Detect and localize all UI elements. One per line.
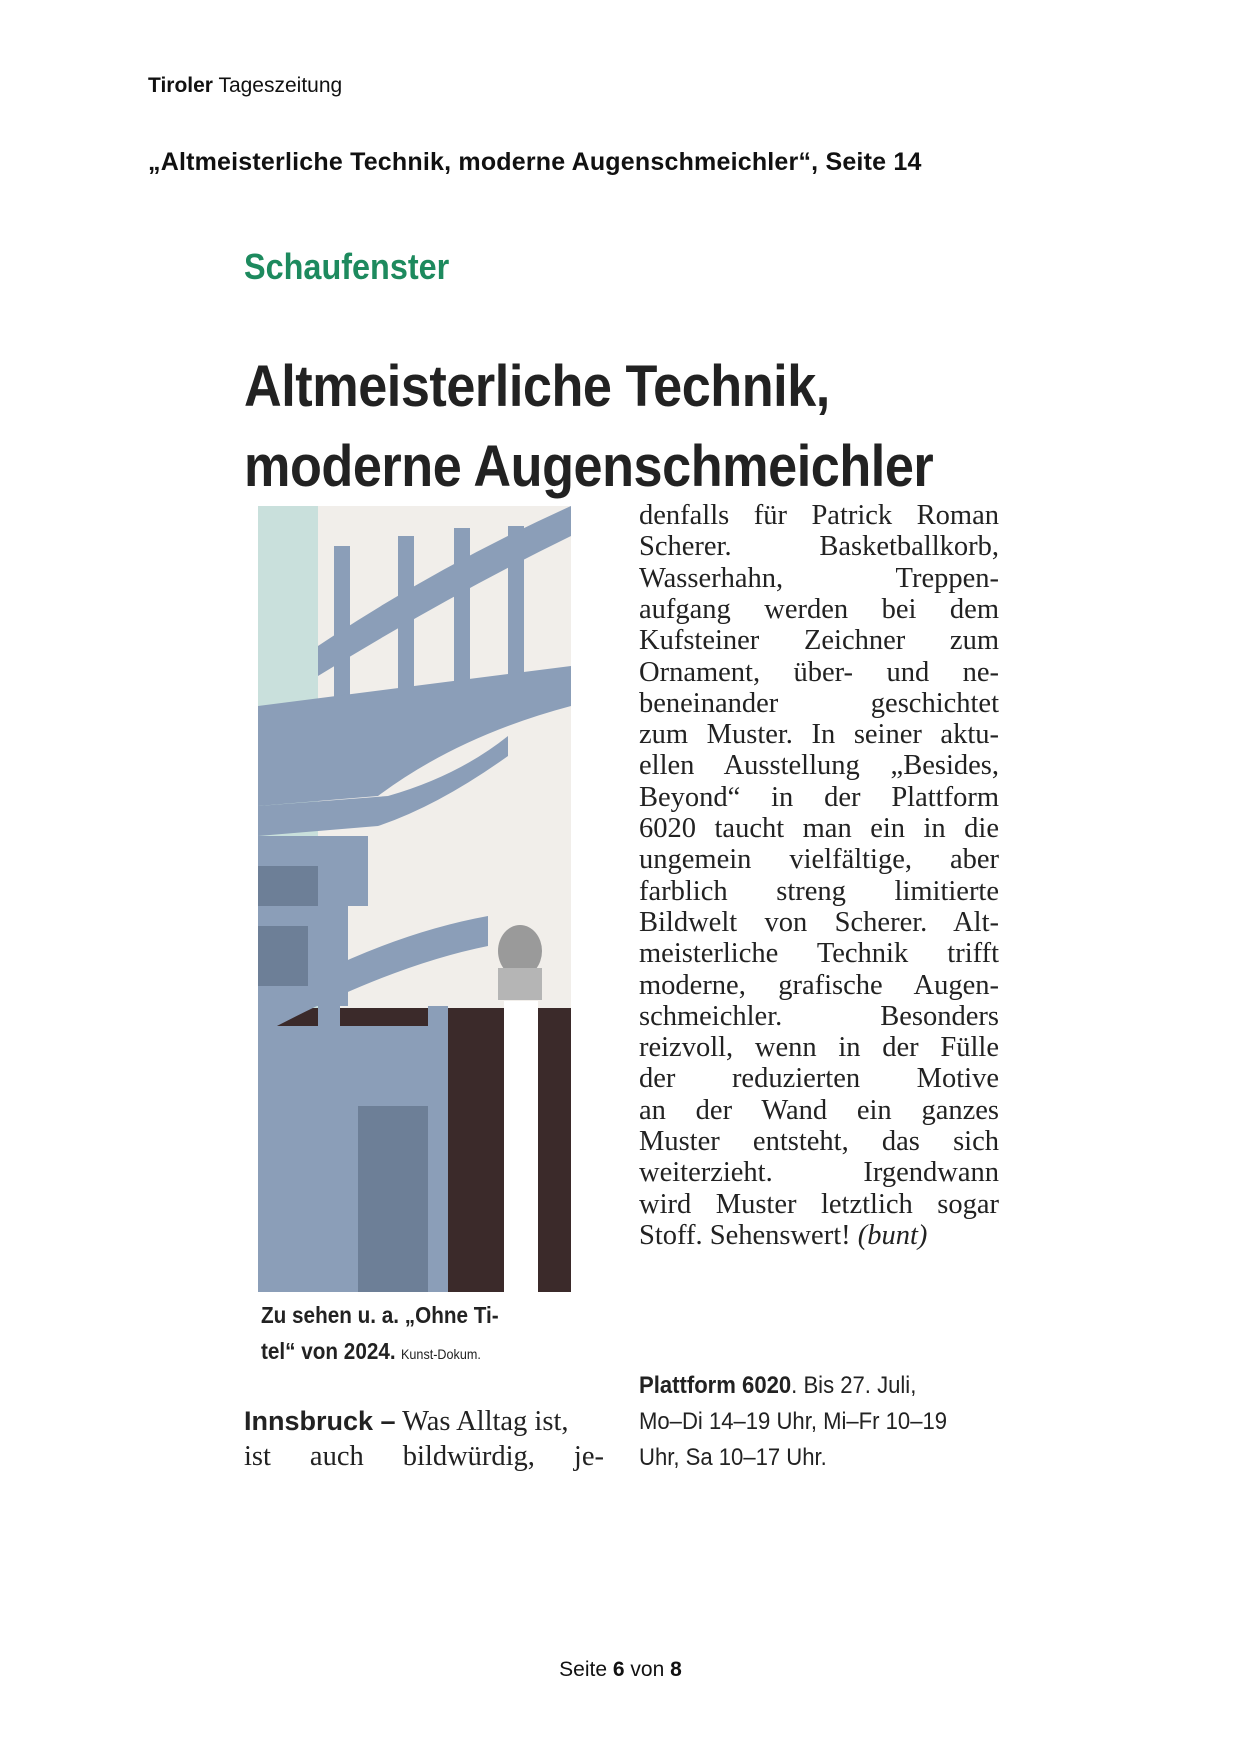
lead-line-1	[244, 1406, 604, 1438]
body-line: denfalls für Patrick Roman	[639, 500, 999, 531]
body-last-text: Stoff. Sehenswert!	[639, 1219, 858, 1251]
dateline-place: Innsbruck –	[244, 1406, 396, 1436]
footer-current-page: 6	[612, 1658, 625, 1681]
image-caption-text: tel“ von 2024.	[261, 1338, 396, 1364]
info-venue: Plattform 6020	[639, 1372, 792, 1399]
body-line: schmeichler. Besonders	[639, 1000, 999, 1032]
body-line: moderne, grafische Augen-	[639, 969, 999, 1001]
body-line: Muster entsteht, das sich	[639, 1126, 999, 1157]
publication-name-regular: Tageszeitung	[218, 74, 343, 97]
body-line: weiterzieht. Irgendwann	[639, 1157, 999, 1189]
body-line: beneinander geschichtet	[639, 687, 999, 719]
lead-line-2: ist auch bildwürdig, je-	[244, 1441, 604, 1472]
body-line: der reduzierten Motive	[639, 1063, 999, 1095]
body-line: wird Muster letztlich sogar	[639, 1188, 999, 1220]
body-line: Ornament, über- und ne-	[639, 656, 999, 688]
body-line: 6020 taucht man ein in die	[639, 813, 999, 844]
author-initials: (bunt)	[857, 1219, 928, 1251]
image-caption-line-2	[261, 1338, 481, 1365]
image-caption-line-1: Zu sehen u. a. „Ohne Ti-	[261, 1302, 499, 1328]
body-line: Kufsteiner Zeichner zum	[639, 625, 999, 657]
publication-name	[148, 74, 342, 98]
headline-line-2: moderne Augenschmeichler	[244, 434, 934, 499]
info-line-2: Mo–Di 14–19 Uhr, Mi–Fr 10–19	[639, 1408, 948, 1435]
info-line-1	[639, 1372, 916, 1400]
body-line: ungemein vielfältige, aber	[639, 844, 999, 876]
body-line: zum Muster. In seiner aktu-	[639, 719, 999, 751]
body-line: Bildwelt von Scherer. Alt-	[639, 906, 999, 938]
body-line: Beyond“ in der Plattform	[639, 781, 999, 813]
page-heading: „Altmeisterliche Technik, moderne Augenschmeichler“, Seite 14	[148, 148, 922, 176]
publication-name-bold: Tiroler	[148, 74, 213, 97]
info-line-3: Uhr, Sa 10–17 Uhr.	[639, 1444, 827, 1471]
body-line: aufgang werden bei dem	[639, 593, 999, 625]
lead-text-1: Was Alltag ist,	[395, 1406, 569, 1437]
footer-middle: von	[630, 1658, 665, 1681]
body-line: farblich streng limitierte	[639, 875, 999, 907]
body-line: meisterliche Technik trifft	[639, 938, 999, 970]
page-footer	[0, 1658, 1241, 1682]
footer-total-pages: 8	[670, 1658, 682, 1681]
body-line: Wasserhahn, Treppen-	[639, 562, 999, 594]
section-label: Schaufenster	[244, 246, 450, 287]
photo-credit: Kunst-Dokum.	[401, 1346, 481, 1362]
body-line: ellen Ausstellung „Besides,	[639, 750, 999, 782]
body-line: Scherer. Basketballkorb,	[639, 531, 999, 563]
footer-prefix: Seite	[559, 1658, 608, 1681]
artwork-illustration	[258, 506, 571, 1292]
body-line: an der Wand ein ganzes	[639, 1094, 999, 1126]
info-dates: . Bis 27. Juli,	[791, 1372, 917, 1399]
body-last-line	[639, 1220, 927, 1252]
headline-line-1: Altmeisterliche Technik,	[244, 354, 830, 419]
body-line: reizvoll, wenn in der Fülle	[639, 1032, 999, 1064]
